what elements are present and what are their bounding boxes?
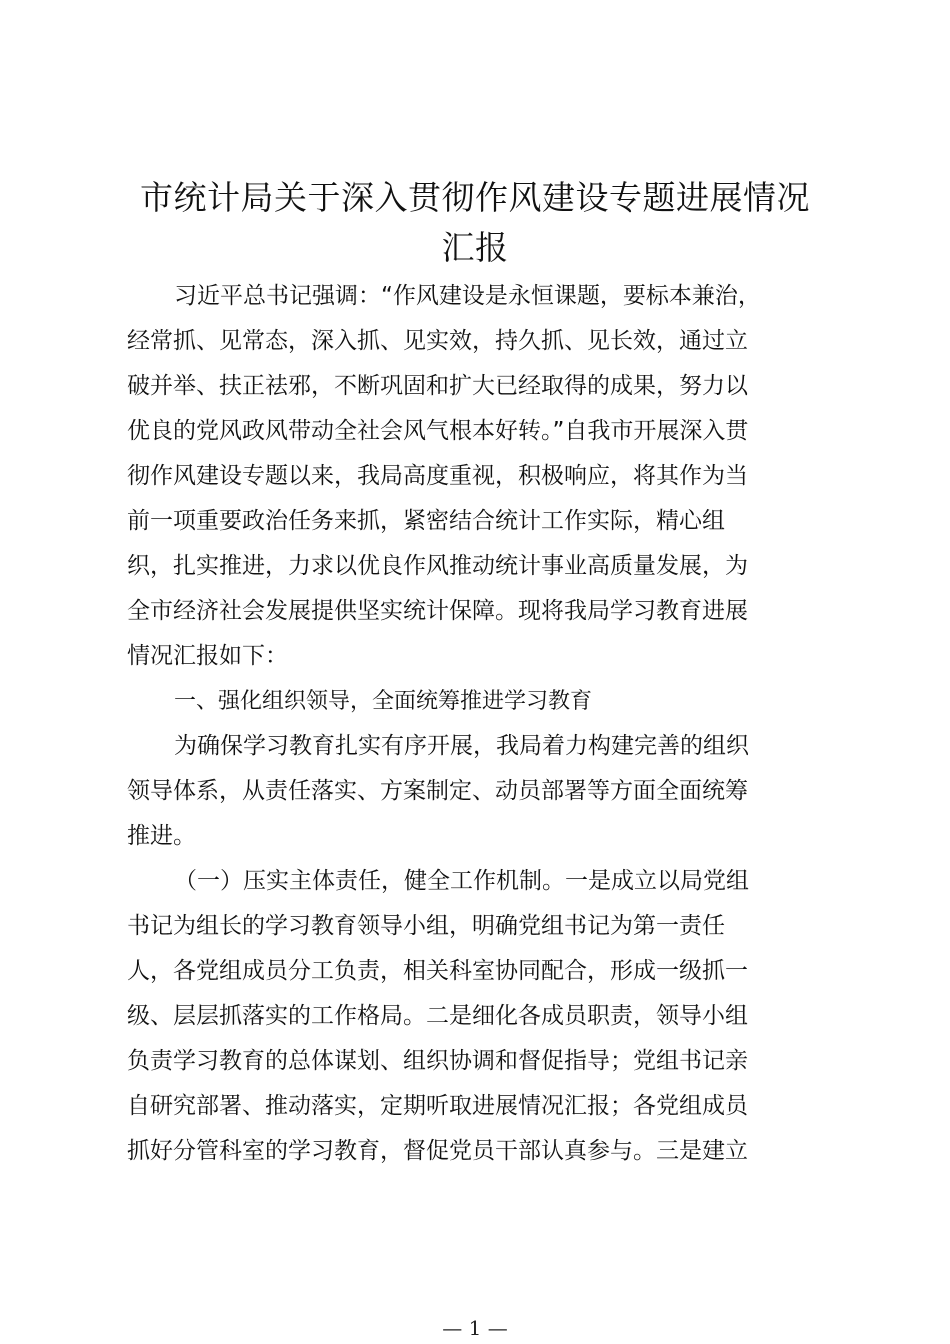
- document-title-line-1: 市统计局关于深入贯彻作风建设专题进展情况: [140, 178, 810, 217]
- paragraph-line: 推进。: [127, 823, 196, 849]
- paragraph-line: （一）压实主体责任，健全工作机制。一是成立以局党组: [174, 868, 749, 894]
- paragraph-line: 优良的党风政风带动全社会风气根本好转。”自我市开展深入贯: [127, 418, 749, 444]
- paragraph-line: 级、层层抓落实的工作格局。二是细化各成员职责，领导小组: [127, 1003, 748, 1029]
- document-title-line-2: 汇报: [441, 228, 509, 267]
- section-heading: 一、强化组织领导，全面统筹推进学习教育: [174, 689, 593, 714]
- paragraph-line: 全市经济社会发展提供坚实统计保障。现将我局学习教育进展: [127, 598, 748, 624]
- paragraph-line: 彻作风建设专题以来，我局高度重视，积极响应，将其作为当: [127, 463, 748, 489]
- paragraph-line: 为确保学习教育扎实有序开展，我局着力构建完善的组织: [174, 733, 749, 759]
- paragraph-line: 人，各党组成员分工负责，相关科室协同配合，形成一级抓一: [127, 958, 748, 984]
- document-body: [127, 274, 827, 1174]
- page-number: — 1 —: [442, 1316, 508, 1340]
- paragraph-line: 抓好分管科室的学习教育，督促党员干部认真参与。三是建立: [127, 1138, 748, 1164]
- paragraph-line: 书记为组长的学习教育领导小组，明确党组书记为第一责任: [127, 913, 725, 939]
- paragraph-line: 负责学习教育的总体谋划、组织协调和督促指导；党组书记亲: [127, 1048, 748, 1074]
- paragraph-line: 情况汇报如下：: [127, 643, 288, 669]
- paragraph-line: 织，扎实推进，力求以优良作风推动统计事业高质量发展，为: [127, 553, 748, 579]
- paragraph-line: 前一项重要政治任务来抓，紧密结合统计工作实际，精心组: [127, 508, 725, 534]
- paragraph-line: 经常抓、见常态，深入抓、见实效，持久抓、见长效，通过立: [127, 328, 748, 354]
- paragraph-line: 破并举、扶正祛邪，不断巩固和扩大已经取得的成果，努力以: [127, 373, 748, 399]
- paragraph-line: 领导体系，从责任落实、方案制定、动员部署等方面全面统筹: [127, 778, 748, 804]
- paragraph-line: 习近平总书记强调：“作风建设是永恒课题，要标本兼治，: [174, 283, 761, 309]
- paragraph-line: 自研究部署、推动落实，定期听取进展情况汇报；各党组成员: [127, 1093, 748, 1119]
